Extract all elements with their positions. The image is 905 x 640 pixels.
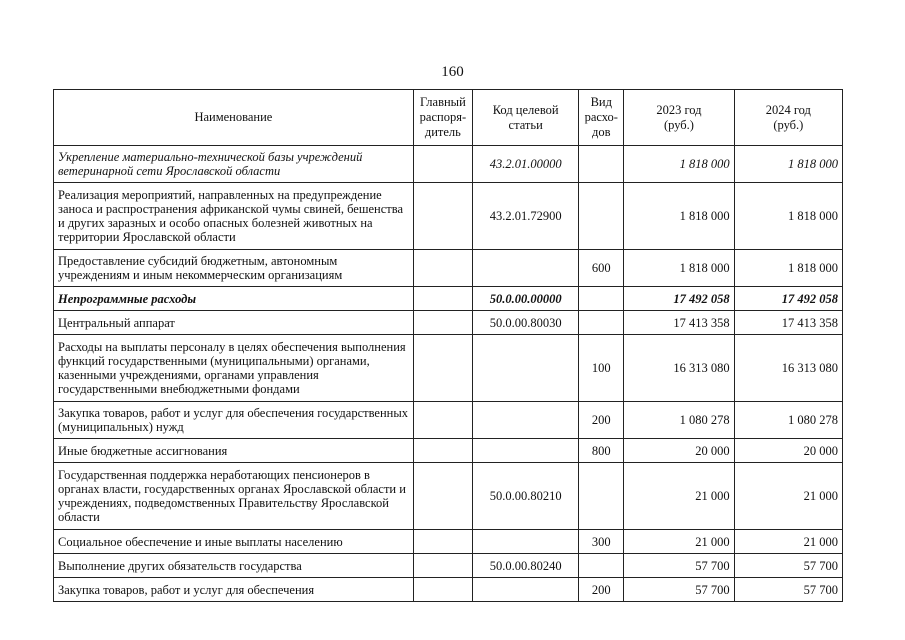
table-row [54,311,843,335]
row-code: 50.0.00.80030 [473,311,579,335]
row-admin [413,311,472,335]
row-amount-2023: 17 413 358 [624,311,734,335]
row-admin [413,250,472,287]
row-admin [413,183,472,250]
row-amount-2023: 1 818 000 [624,183,734,250]
row-amount-2024: 21 000 [734,463,842,530]
row-amount-2024: 20 000 [734,439,842,463]
row-amount-2024: 57 700 [734,554,842,578]
row-amount-2023: 1 080 278 [624,402,734,439]
row-amount-2024: 17 413 358 [734,311,842,335]
table-row [54,530,843,554]
row-code: 50.0.00.00000 [473,287,579,311]
row-amount-2023: 20 000 [624,439,734,463]
row-admin [413,402,472,439]
header-2024-line: (руб.) [773,117,804,132]
header-2023-line: (руб.) [663,117,694,132]
row-amount-2023: 57 700 [624,578,734,602]
row-amount-2023: 17 492 058 [624,287,734,311]
row-amount-2023: 16 313 080 [624,335,734,402]
header-admin-line: Главный [420,95,466,109]
row-type: 100 [579,335,624,402]
row-code: 50.0.00.80210 [473,463,579,530]
header-row [54,90,843,146]
row-name: Социальное обеспечение и иные выплаты населению [54,530,414,554]
row-code [473,439,579,463]
table-row [54,439,843,463]
row-type: 800 [579,439,624,463]
header-2024-line: 2024 год [765,102,811,117]
row-amount-2024: 57 700 [734,578,842,602]
header-type-line: дов [592,125,611,139]
header-type-line: Вид [590,95,612,109]
row-type: 300 [579,530,624,554]
table-row [54,402,843,439]
row-amount-2024: 1 818 000 [734,183,842,250]
table-row [54,250,843,287]
row-name: Расходы на выплаты персоналу в целях обеспечения выполнения функций государственными (муниципальными) органами, казенными учреждениями, органами управления государственными внебюджетными фондами [54,335,414,402]
row-admin [413,554,472,578]
row-type [579,287,624,311]
row-type [579,463,624,530]
budget-table [53,89,843,602]
row-code [473,530,579,554]
table-row [54,578,843,602]
header-code-line: Код целевой [492,102,559,117]
row-code: 43.2.01.72900 [473,183,579,250]
header-type-line: расхо- [584,110,618,124]
row-type [579,311,624,335]
row-name: Центральный аппарат [54,311,414,335]
row-admin [413,146,472,183]
header-name: Наименование [54,90,414,146]
row-type [579,554,624,578]
page-number: 160 [441,64,464,80]
row-admin [413,578,472,602]
row-admin [413,439,472,463]
row-admin [413,287,472,311]
row-name: Закупка товаров, работ и услуг для обеспечения [54,578,414,602]
table-row [54,146,843,183]
row-type: 200 [579,402,624,439]
header-code [473,90,579,146]
row-amount-2024: 1 080 278 [734,402,842,439]
row-amount-2024: 21 000 [734,530,842,554]
row-code [473,402,579,439]
header-2023 [624,90,734,146]
table-row [54,287,843,311]
row-type: 600 [579,250,624,287]
row-admin [413,530,472,554]
row-amount-2023: 1 818 000 [624,250,734,287]
row-admin [413,335,472,402]
row-name: Непрограммные расходы [54,287,414,311]
table-body [54,146,843,602]
row-type: 200 [579,578,624,602]
header-type [579,90,624,146]
row-amount-2024: 16 313 080 [734,335,842,402]
row-amount-2024: 1 818 000 [734,146,842,183]
header-2023-line: 2023 год [656,102,702,117]
table-row [54,335,843,402]
header-admin-line: дитель [424,125,461,139]
row-code: 50.0.00.80240 [473,554,579,578]
header-admin [413,90,472,146]
row-type [579,146,624,183]
table-row [54,463,843,530]
header-2024 [734,90,842,146]
row-code [473,578,579,602]
row-amount-2023: 21 000 [624,530,734,554]
row-admin [413,463,472,530]
row-name: Укрепление материально-технической базы учреждений ветеринарной сети Ярославской области [54,146,414,183]
header-code-line: статьи [508,117,543,132]
row-amount-2023: 1 818 000 [624,146,734,183]
row-code [473,250,579,287]
row-amount-2023: 21 000 [624,463,734,530]
row-name: Выполнение других обязательств государства [54,554,414,578]
table-row [54,183,843,250]
row-name: Реализация мероприятий, направленных на предупреждение заноса и распространения африканской чумы свиней, бешенства и других заразных и особо опасных болезней животных на территории Ярославской области [54,183,414,250]
row-amount-2024: 1 818 000 [734,250,842,287]
row-name: Государственная поддержка неработающих пенсионеров в органах власти, государственных органах Ярославской области и учреждениях, подведомственных Правительству Ярославской области [54,463,414,530]
row-amount-2023: 57 700 [624,554,734,578]
row-name: Закупка товаров, работ и услуг для обеспечения государственных (муниципальных) нужд [54,402,414,439]
row-amount-2024: 17 492 058 [734,287,842,311]
row-code: 43.2.01.00000 [473,146,579,183]
row-code [473,335,579,402]
header-admin-line: распоря- [419,110,467,124]
row-name: Иные бюджетные ассигнования [54,439,414,463]
row-name: Предоставление субсидий бюджетным, автономным учреждениям и иным некоммерческим организациям [54,250,414,287]
table-row [54,554,843,578]
row-type [579,183,624,250]
